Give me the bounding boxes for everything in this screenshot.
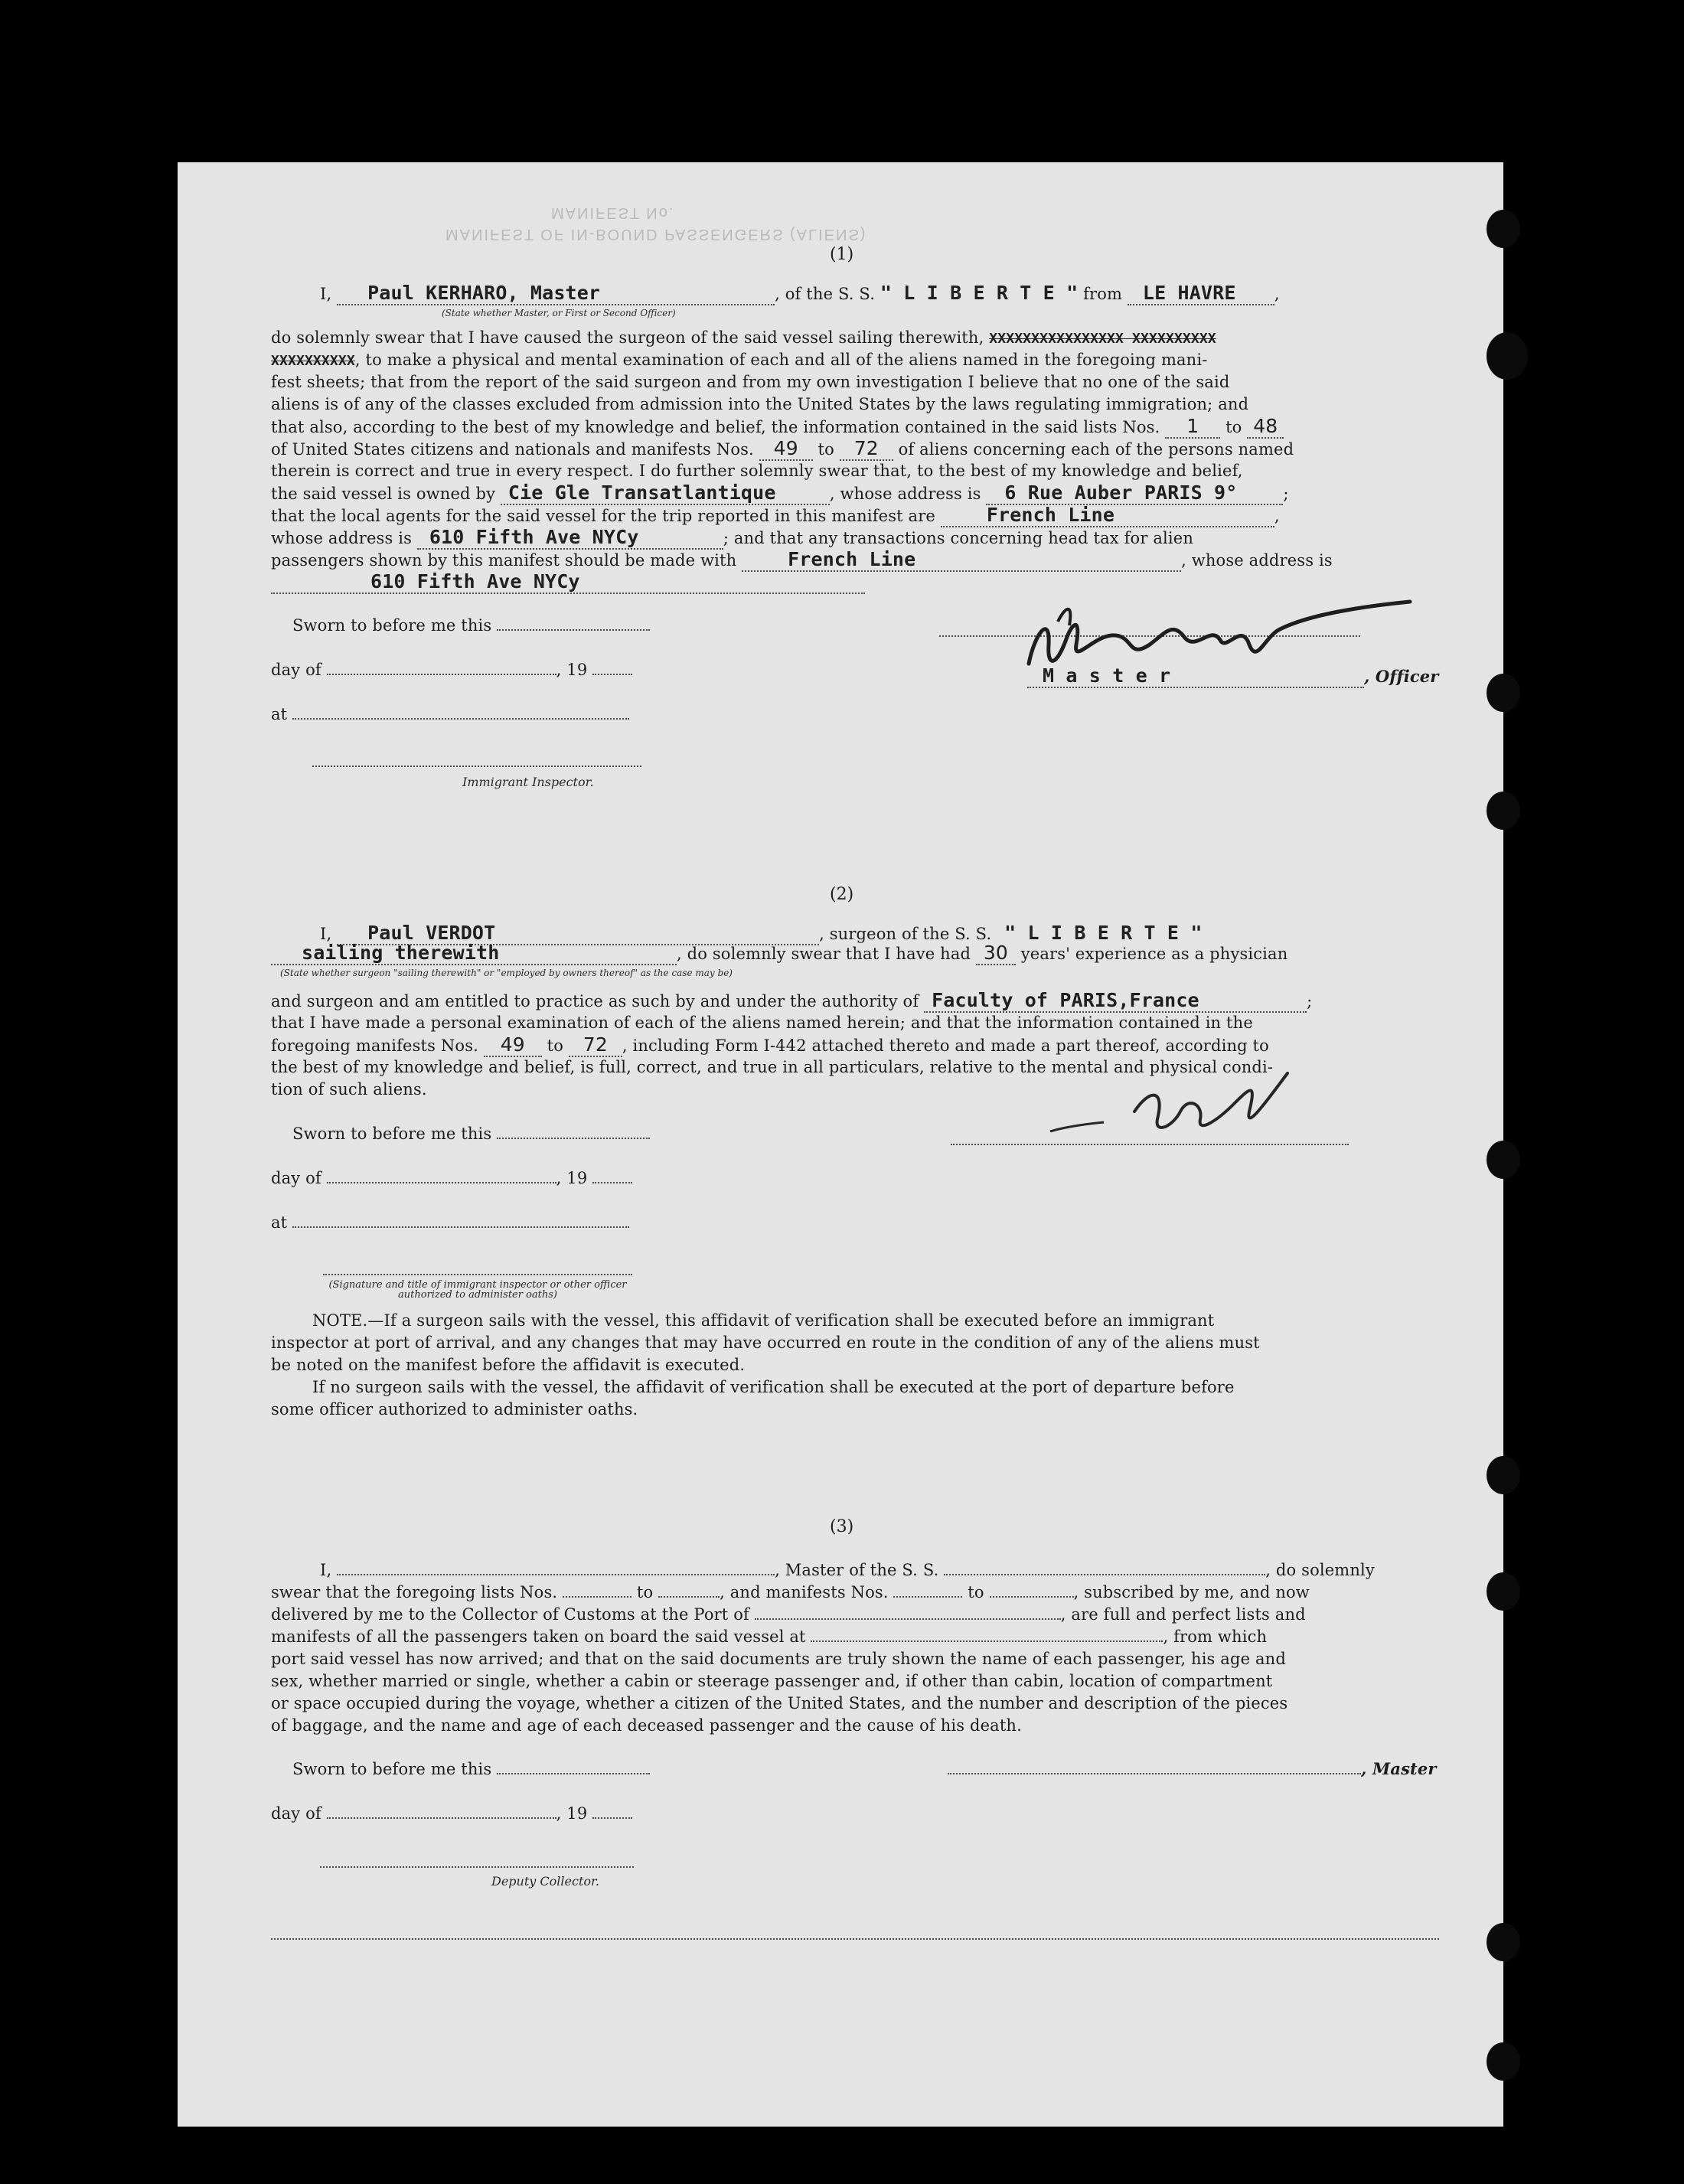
surgeon-line: that I have made a personal examination of each of the aliens named herein; and that the information contained in the: [271, 1014, 1253, 1032]
inspector-signature-line: [323, 1260, 632, 1280]
lists-to: 48: [1253, 415, 1278, 437]
bleed-through-text: MANIFEST OF IN-BOUND PASSENGERS (ALIENS): [445, 226, 867, 243]
collector-oath-line: sex, whether married or single, whether a cabin or steerage passenger and, if other than cabin, location of compartment: [271, 1672, 1273, 1690]
surgeon-line: the best of my knowledge and belief, is full, correct, and true in all particulars, relative to the mental and physical condi-: [271, 1058, 1274, 1076]
punch-hole: [1487, 210, 1520, 248]
surgeon-line: foregoing manifests Nos. 49 to 72 , including Form I-442 attached thereto and made a part thereof, according to: [271, 1033, 1269, 1056]
field-hint: (State whether Master, or First or Second Officer): [442, 308, 676, 318]
years-experience: 30: [983, 942, 1008, 964]
agents-address: 610 Fifth Ave NYCy: [429, 526, 639, 548]
vessel-name: " L I B E R T E ": [880, 282, 1079, 304]
departure-port: LE HAVRE: [1142, 282, 1236, 304]
vessel-name: " L I B E R T E ": [1004, 922, 1203, 944]
inspector-signature-line: [312, 752, 641, 772]
struck-text: XXXXXXXXXXXXXXXX XXXXXXXXXX: [989, 331, 1216, 347]
master-line: I, Paul KERHARO, Master , of the S. S. " L I B E R T E " from LE HAVRE ,: [320, 282, 1280, 304]
at-line: at: [271, 704, 629, 724]
manifests-from: 49: [773, 437, 798, 459]
collector-caption: Deputy Collector.: [491, 1874, 599, 1889]
oath-line: that also, according to the best of my knowledge and belief, the information contained in the said lists Nos. 1 to 48: [271, 416, 1284, 439]
note-line: be noted on the manifest before the affidavit is executed.: [271, 1356, 746, 1374]
note-label: NOTE.—: [312, 1311, 384, 1330]
oath-line: fest sheets; that from the report of the said surgeon and from my own investigation I believe that no one of the said: [271, 373, 1230, 391]
field-hint: (State whether surgeon "sailing therewith" or "employed by owners thereof" as the case may be): [280, 968, 733, 978]
at-line: at: [271, 1213, 629, 1232]
punch-hole: [1487, 1456, 1520, 1494]
sworn-line: Sworn to before me this: [292, 615, 650, 635]
sworn-line: Sworn to before me this: [292, 1759, 650, 1779]
day-line: day of , 19: [271, 1168, 632, 1188]
surgeon-line: and surgeon and am entitled to practice as such by and under the authority of Faculty of PARIS,France ;: [271, 989, 1313, 1011]
day-line: day of , 19: [271, 660, 632, 680]
oath-line: passengers shown by this manifest should be made with French Line , whose address is: [271, 548, 1333, 570]
section-number: (3): [830, 1517, 854, 1536]
note-line: NOTE.—If a surgeon sails with the vessel, this affidavit of verification shall be executed before an immigrant: [312, 1311, 1215, 1330]
punch-hole: [1487, 674, 1520, 712]
oath-line: aliens is of any of the classes excluded from admission into the United States by the laws regulating immigration; and: [271, 395, 1249, 413]
authority: Faculty of PARIS,France: [932, 989, 1199, 1011]
oath-line: that the local agents for the said vessel for the trip reported in this manifest are French Line ,: [271, 504, 1280, 526]
punch-hole: [1487, 1923, 1520, 1961]
inspector-caption: Immigrant Inspector.: [462, 775, 594, 789]
surgeon-line: sailing therewith , do solemnly swear that I have had 30 years' experience as a physician: [271, 943, 1287, 965]
section-number: (2): [830, 885, 854, 904]
document-page: [178, 162, 1503, 2127]
head-tax-agent: French Line: [788, 548, 916, 570]
collector-oath-line: port said vessel has now arrived; and that on the said documents are truly shown the name of each passenger, his age and: [271, 1650, 1286, 1668]
lists-from: 1: [1186, 415, 1199, 437]
vessel-owner: Cie Gle Transatlantique: [507, 482, 776, 504]
master-signature-line: , Master: [948, 1759, 1437, 1779]
collector-signature-line: [320, 1853, 634, 1872]
note-line: inspector at port of arrival, and any changes that may have occurred en route in the condition of any of the aliens must: [271, 1334, 1260, 1352]
surgeon-status: sailing therewith: [302, 942, 500, 964]
surgeon-line: I, Paul VERDOT , surgeon of the S. S. " L I B E R T E ": [320, 922, 1203, 944]
oath-line: [271, 572, 865, 594]
bottom-rule: [271, 1938, 1439, 1940]
oath-line: whose address is 610 Fifth Ave NYCy ; and that any transactions concerning head tax for alien: [271, 526, 1194, 548]
signature-caption: (Signature and title of immigrant inspector or other officer authorized to administer oaths): [328, 1279, 627, 1301]
oath-line: do solemnly swear that I have caused the surgeon of the said vessel sailing therewith, XXXXXXXXXXXXXXXX XXXXXXXXXX: [271, 328, 1216, 347]
collector-oath-line: swear that the foregoing lists Nos. to , and manifests Nos. to , subscribed by me, and now: [271, 1583, 1310, 1601]
collector-oath-line: of baggage, and the name and age of each deceased passenger and the cause of his death.: [271, 1716, 1022, 1735]
punch-hole: [1487, 792, 1520, 830]
surgeon-line: tion of such aliens.: [271, 1080, 427, 1099]
surgeon-signature-line: [951, 1130, 1349, 1150]
section-number: (1): [830, 245, 854, 264]
master-name: Paul KERHARO, Master: [367, 282, 601, 304]
head-tax-address: 610 Fifth Ave NYCy: [370, 570, 580, 593]
oath-line: the said vessel is owned by Cie Gle Transatlantique , whose address is 6 Rue Auber PARIS 9° ;: [271, 482, 1289, 504]
surgeon-name: Paul VERDOT: [367, 922, 496, 944]
collector-oath-line: I, , Master of the S. S. , do solemnly: [320, 1561, 1375, 1579]
oath-line: XXXXXXXXXX, to make a physical and mental examination of each and all of the aliens named in the foregoing mani-: [271, 351, 1208, 369]
oath-line: of United States citizens and nationals and manifests Nos. 49 to 72 of aliens concerning each of the persons named: [271, 437, 1294, 459]
collector-oath-line: delivered by me to the Collector of Customs at the Port of , are full and perfect lists and: [271, 1605, 1306, 1624]
struck-text: XXXXXXXXXX: [271, 353, 355, 369]
manifests-to: 72: [583, 1033, 608, 1056]
sworn-line: Sworn to before me this: [292, 1124, 650, 1144]
note-line: If no surgeon sails with the vessel, the affidavit of verification shall be executed at the port of departure before: [312, 1378, 1235, 1396]
collector-oath-line: or space occupied during the voyage, whether a citizen of the United States, and the number and description of the pieces: [271, 1694, 1288, 1712]
officer-line: M a s t e r , Officer: [1027, 666, 1439, 688]
punch-hole: [1487, 1141, 1520, 1179]
local-agents: French Line: [986, 504, 1115, 526]
bleed-through-text: MANIFEST No.: [551, 204, 675, 221]
owner-address: 6 Rue Auber PARIS 9°: [1004, 482, 1238, 504]
note-line: some officer authorized to administer oaths.: [271, 1400, 638, 1418]
punch-hole: [1487, 1572, 1520, 1611]
collector-oath-line: manifests of all the passengers taken on board the said vessel at , from which: [271, 1627, 1268, 1646]
day-line: day of , 19: [271, 1804, 632, 1823]
manifests-to: 72: [853, 437, 879, 459]
manifests-from: 49: [500, 1033, 525, 1056]
punch-hole: [1487, 2042, 1520, 2081]
oath-line: therein is correct and true in every respect. I do further solemnly swear that, to the best of my knowledge and belief,: [271, 462, 1243, 480]
officer-rank: M a s t e r: [1043, 664, 1171, 687]
punch-hole: [1487, 332, 1528, 380]
